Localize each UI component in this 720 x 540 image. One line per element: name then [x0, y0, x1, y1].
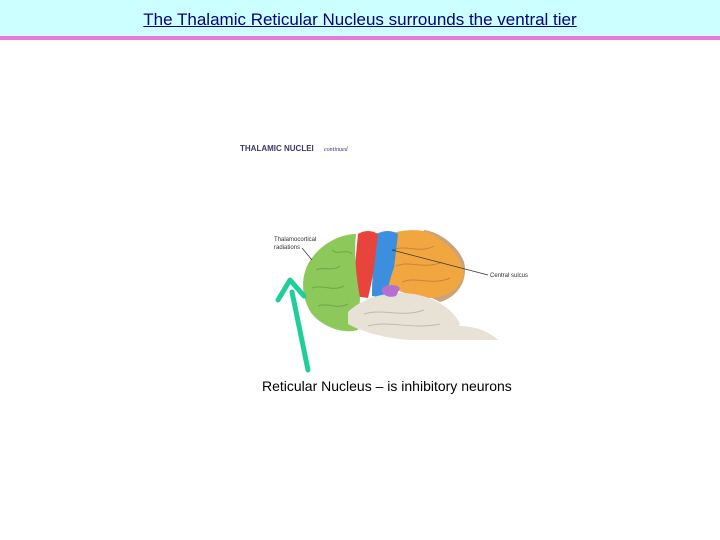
caption-text: Reticular Nucleus – is inhibitory neurons [262, 378, 512, 394]
cerebellum [428, 326, 498, 340]
brain-figure [192, 138, 538, 340]
figure-heading-suffix: continued [324, 147, 348, 153]
label-thalamocortical: Thalamocortical [274, 237, 317, 243]
title-bar [0, 0, 720, 40]
label-central-sulcus: Central sulcus [490, 273, 529, 279]
brain-illustration [192, 138, 538, 340]
radiations-leader-line [302, 248, 312, 260]
label-radiations: radiations [274, 245, 301, 251]
figure-heading: THALAMIC NUCLEI [240, 144, 314, 153]
pointer-arrow-icon [270, 270, 320, 376]
slide-title: The Thalamic Reticular Nucleus surrounds the ventral tier [143, 10, 577, 29]
